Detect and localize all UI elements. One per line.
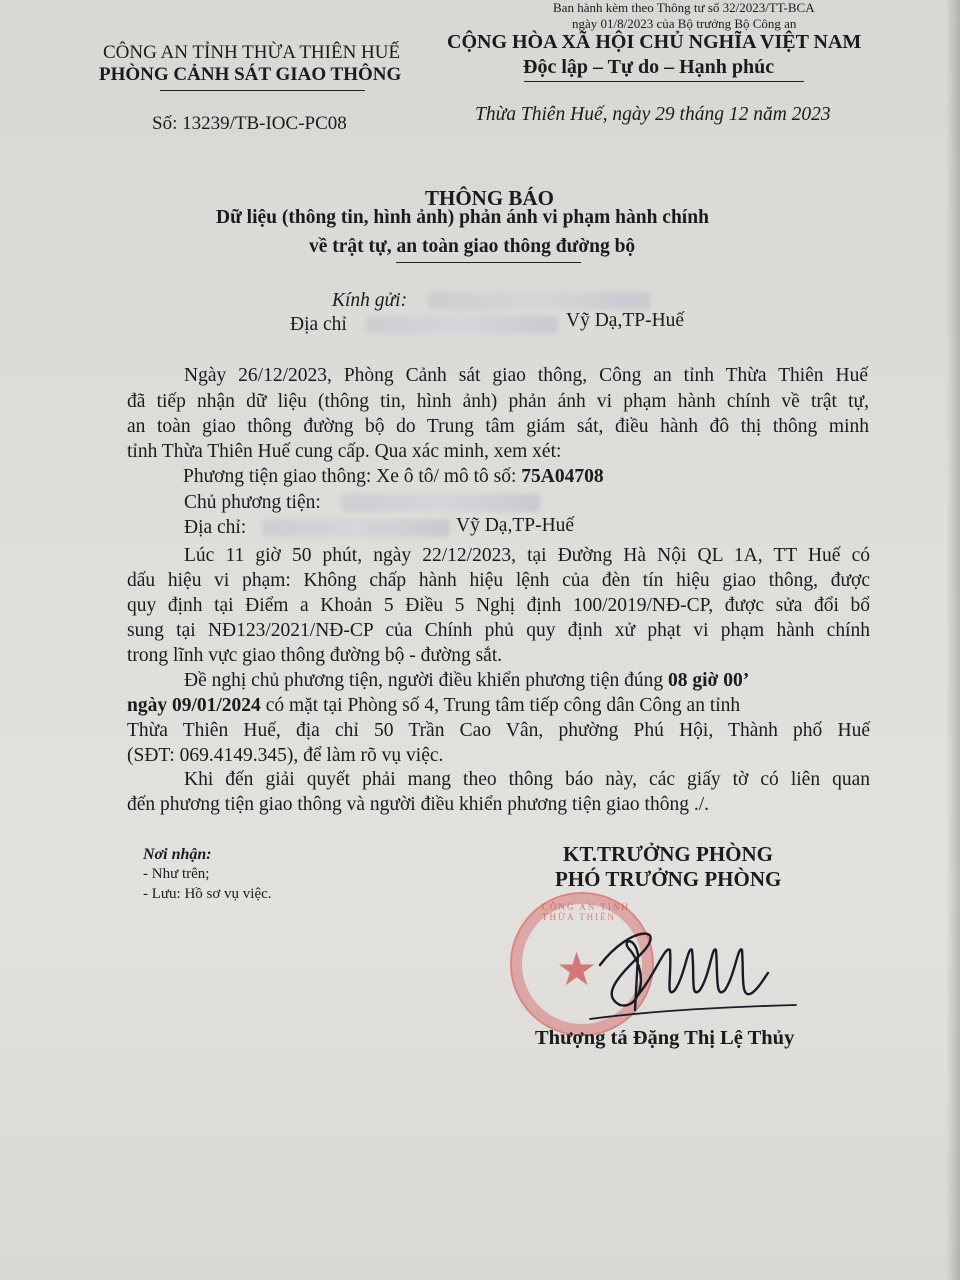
vehicle-label: Phương tiện giao thông: Xe ô tô/ mô tô số: [183,466,517,487]
paragraph-3-line-4: (SĐT: 069.4149.345), để làm rõ vụ việc. [127,745,444,766]
paragraph-2-line-4: sung tại NĐ123/2021/NĐ-CP của Chính phủ quy định xử phạt vi phạm hành chính [127,620,870,641]
republic-name: CỘNG HÒA XÃ HỘI CHỦ NGHĨA VIỆT NAM [447,31,862,53]
title-underline [396,262,581,263]
appointment-time: 08 giờ 00’ [668,670,750,691]
paragraph-3-line-3: Thừa Thiên Huế, địa chỉ 50 Trần Cao Vân, phường Phú Hội, Thành phố Huế [127,720,870,741]
signer-role-1: KT.TRƯỞNG PHÒNG [563,842,773,866]
receivers-label: Nơi nhận: [143,846,212,863]
recipient-label: Kính gửi: [332,290,408,311]
paragraph-4-line-2: đến phương tiện giao thông và người điều khiển phương tiện giao thông ./. [127,794,710,815]
handwritten-signature [560,915,800,1035]
paragraph-1-line-4: tỉnh Thừa Thiên Huế cung cấp. Qua xác minh, xem xét: [127,441,562,462]
license-plate: 75A04708 [521,466,604,487]
paragraph-4-line-1: Khi đến giải quyết phải mang theo thông báo này, các giấy tờ có liên quan [184,769,870,790]
motto-underline [524,81,804,82]
motto: Độc lập – Tự do – Hạnh phúc [523,56,775,78]
paragraph-2-line-5: trong lĩnh vực giao thông đường bộ - đường sắt. [127,645,503,666]
redacted-owner-address [262,519,450,537]
document-title: THÔNG BÁO [425,186,554,210]
paragraph-1-line-2: đã tiếp nhận dữ liệu (thông tin, hình ảnh) phản ánh vi phạm hành chính về trật tự, [127,391,869,412]
agency-underline [160,90,365,91]
receivers-item-1: - Như trên; [143,866,210,882]
paragraph-2-line-1: Lúc 11 giờ 50 phút, ngày 22/12/2023, tại Đường Hà Nội QL 1A, TT Huế có [184,545,870,566]
document-number: Số: 13239/TB-IOC-PC08 [152,113,347,134]
redacted-owner-name [342,494,540,512]
owner-address-suffix: Vỹ Dạ,TP-Huế [456,515,575,536]
paragraph-1-line-1: Ngày 26/12/2023, Phòng Cảnh sát giao thông, Công an tỉnh Thừa Thiên Huế [184,365,868,386]
owner-address-label: Địa chỉ: [184,517,247,538]
signer-role-2: PHÓ TRƯỞNG PHÒNG [555,867,782,891]
form-note-line-1: Ban hành kèm theo Thông tư số 32/2023/TT-BCA [553,0,815,15]
recipient-address-suffix: Vỹ Dạ,TP-Huế [566,310,685,331]
document-subtitle-line-1: Dữ liệu (thông tin, hình ảnh) phản ánh vi phạm hành chính [216,207,709,228]
paragraph-3-line-2: ngày 09/01/2024 có mặt tại Phòng số 4, Trung tâm tiếp công dân Công an tỉnh [127,695,741,716]
document-subtitle-line-2: về trật tự, an toàn giao thông đường bộ [309,236,636,257]
paragraph-2-line-3: quy định tại Điểm a Khoản 5 Điều 5 Nghị định 100/2019/NĐ-CP, được sửa đổi bổ [127,595,870,616]
owner-label: Chủ phương tiện: [184,492,321,513]
form-note-line-2: ngày 01/8/2023 của Bộ trưởng Bộ Công an [572,16,797,31]
agency-parent: CÔNG AN TỈNH THỪA THIÊN HUẾ [103,42,401,63]
vehicle-line [183,464,604,490]
appointment-date: ngày 09/01/2024 [127,695,261,716]
paragraph-1-line-3: an toàn giao thông đường bộ do Trung tâm giám sát, điều hành đô thị thông minh [127,416,869,437]
paragraph-2-line-2: dấu hiệu vi phạm: Không chấp hành hiệu lệnh của đèn tín hiệu giao thông, được [127,570,870,591]
redacted-recipient-address [366,316,558,334]
paragraph-3-line-1: Đề nghị chủ phương tiện, người điều khiển phương tiện đúng 08 giờ 00’ [184,670,750,691]
redacted-recipient-name [428,292,650,310]
place-and-date: Thừa Thiên Huế, ngày 29 tháng 12 năm 2023 [475,104,831,125]
receivers-item-2: - Lưu: Hồ sơ vụ việc. [143,886,272,902]
recipient-address-label: Địa chỉ [290,314,347,335]
star-icon: ★ [556,944,598,995]
signer-name: Thượng tá Đặng Thị Lệ Thủy [535,1027,795,1049]
stamp-ring-text: CÔNG AN TỈNH THỪA THIÊN [542,902,630,922]
agency-name: PHÒNG CẢNH SÁT GIAO THÔNG [99,64,402,85]
